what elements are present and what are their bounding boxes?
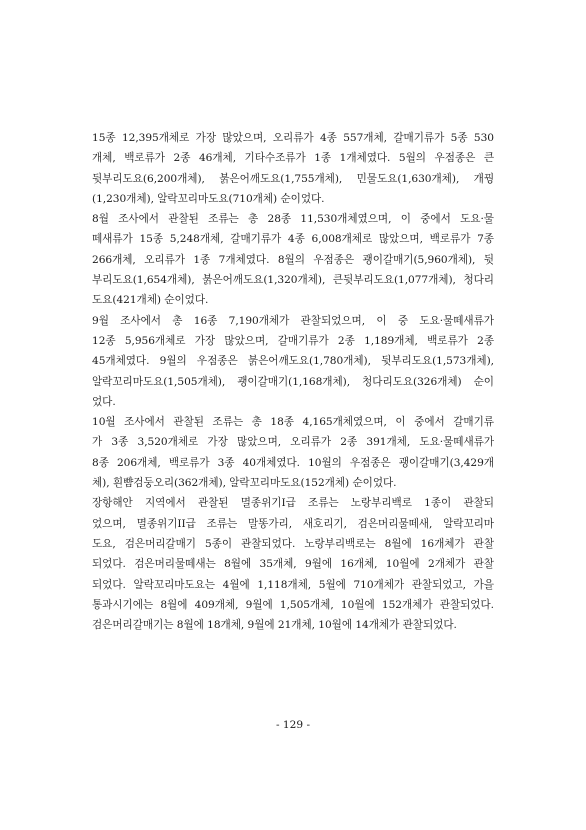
text-line: 부리도요(1,654개체), 붉은어깨도요(1,320개체), 큰뒷부리도요(1,077개체), 청다리 <box>92 274 494 287</box>
text-line: 8월 조사에서 관찰된 조류는 총 28종 11,530개체였으며, 이 중에서 도요·물 <box>92 213 494 226</box>
text-line: 45개체였다. 9월의 우점종은 붉은어깨도요(1,780개체), 뒷부리도요(1,573개체), <box>92 355 494 368</box>
text-line: 가 3종 3,520개체로 가장 많았으며, 오리류가 2종 391개체, 도요·물떼새류가 <box>92 436 494 449</box>
text-line: 알락꼬리마도요(1,505개체), 괭이갈매기(1,168개체), 청다리도요(326개체) 순이 <box>92 375 494 388</box>
text-line: 도요, 검은머리갈매기 5종이 관찰되었다. 노랑부리백로는 8월에 16개체가 관찰 <box>92 537 494 550</box>
text-line: (1,230개체), 알락꼬리마도요(710개체) 순이었다. <box>92 192 325 205</box>
text-line: 8종 206개체, 백로류가 3종 40개체였다. 10월의 우점종은 괭이갈매기(3,429개 <box>92 456 494 469</box>
text-line: 개체, 백로류가 2종 46개체, 기타수조류가 1종 1개체였다. 5월의 우점종은 큰 <box>92 152 494 165</box>
text-line: 되었다. 알락꼬리마도요는 4월에 1,118개체, 5월에 710개체가 관찰되었고, 가을 <box>92 578 494 591</box>
text-line: 검은머리갈매기는 8월에 18개체, 9월에 21개체, 10월에 14개체가 관찰되었다. <box>92 619 457 632</box>
document-body <box>92 128 494 635</box>
text-line: 10월 조사에서 관찰된 조류는 총 18종 4,165개체였으며, 이 중에서 갈매기류 <box>92 416 494 429</box>
text-line: 뒷부리도요(6,200개체), 붉은어깨도요(1,755개체), 민물도요(1,630개체), 개꿩 <box>92 172 494 185</box>
text-line: 장항해안 지역에서 관찰된 멸종위기I급 조류는 노랑부리백로 1종이 관찰되 <box>92 497 494 510</box>
text-line: 도요(421개체) 순이었다. <box>92 294 209 307</box>
text-line: 12종 5,956개체로 가장 많았으며, 갈매기류가 2종 1,189개체, 백로류가 2종 <box>92 334 494 347</box>
text-line: 었으며, 멸종위기II급 조류는 말똥가리, 새호리기, 검은머리물떼새, 알락꼬리마 <box>92 517 494 530</box>
text-line: 266개체, 오리류가 1종 7개체였다. 8월의 우점종은 괭이갈매기(5,960개체), 뒷 <box>92 253 494 266</box>
page-number: - 129 - <box>275 719 311 731</box>
text-line: 떼새류가 15종 5,248개체, 갈매기류가 4종 6,008개체로 많았으며, 백로류가 7종 <box>92 233 494 246</box>
text-line: 15종 12,395개체로 가장 많았으며, 오리류가 4종 557개체, 갈매기류가 5종 530 <box>92 132 494 144</box>
text-line: 9월 조사에서 총 16종 7,190개체가 관찰되었으며, 이 중 도요·물떼새류가 <box>92 314 494 327</box>
text-line: 되었다. 검은머리물떼새는 8월에 35개체, 9월에 16개체, 10월에 2개체가 관찰 <box>92 558 494 571</box>
text-line: 체), 흰뺨검둥오리(362개체), 알락꼬리마도요(152개체) 순이었다. <box>92 477 397 490</box>
text-line: 었다. <box>92 395 116 408</box>
text-line: 통과시기에는 8월에 409개체, 9월에 1,505개체, 10월에 152개체가 관찰되었다. <box>92 598 494 611</box>
